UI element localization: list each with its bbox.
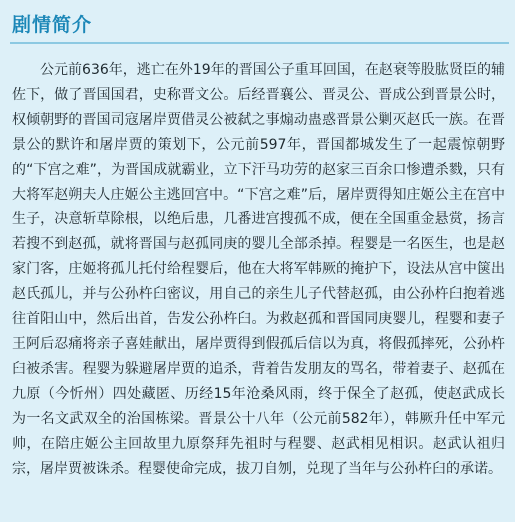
section-header [0,0,515,44]
synopsis-paragraph: 公元前636年，逃亡在外19年的晋国公子重耳回国，在赵衰等股肱贤臣的辅佐下，做了晋国国君，史称晋文公。后经晋襄公、晋灵公、晋成公到晋景公时，权倾朝野的晋国司寇屠岸贾借灵公被弑之事煽动蛊惑晋景公剿灭赵氏一族。在晋景公的默许和屠岸贾的策划下，公元前597年，晋国都城发生了一起震惊朝野的“下宫之难”，为晋国成就霸业，立下汗马功劳的赵家三百余口惨遭杀戮，只有大将军赵朔夫人庄姬公主逃回宫中。“下宫之难”后，屠岸贾得知庄姬公主在宫中生子，决意斩草除根，以绝后患，几番进宫搜孤不成，便在全国重金悬赏，扬言若搜不到赵孤，就将晋国与赵孤同庚的婴儿全部杀掉。程婴是一名医生，也是赵家门客，庄姬将孤儿托付给程婴后，他在大将军韩厥的掩护下，设法从宫中箧出赵氏孤儿，并与公孙杵臼密议，用自己的亲生儿子代替赵孤，由公孙杵臼抱着逃往首阳山中，然后出首，告发公孙杵臼。为救赵孤和晋国同庚婴儿，程婴和妻子王阿后忍痛将亲子喜娃献出，屠岸贾得到假孤后信以为真，将假孤摔死，公孙杵臼被杀害。程婴为躲避屠岸贾的追杀，背着告发朋友的骂名，带着妻子、赵孤在九原（今忻州）四处藏匿、历经15年沧桑风雨，终于保全了赵孤，使赵武成长为一名文武双全的治国栋梁。晋景公十八年（公元前582年），韩厥升任中军元帅，在陪庄姬公主回故里九原祭拜先祖时与程婴、赵武相见相识。赵武认祖归宗，屠岸贾被诛杀。程婴使命完成，拔刀自刎，兑现了当年与公孙杵臼的承诺。 [12,62,505,477]
header-divider [10,42,509,44]
section-title: 剧情简介 [12,14,93,36]
